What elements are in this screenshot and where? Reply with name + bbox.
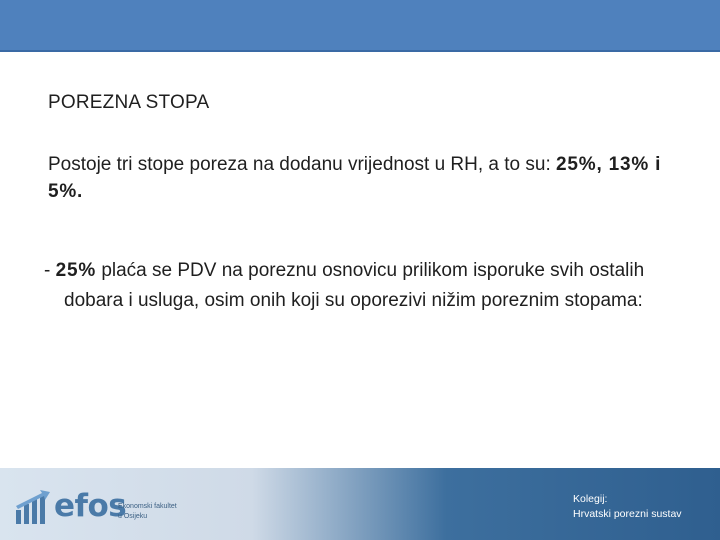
course-name: Hrvatski porezni sustav [573,508,682,520]
course-info [573,492,682,522]
header-band [0,0,720,52]
logo-subtitle [118,502,198,522]
rates-text: 25%, 13% i 5%. [48,154,662,202]
logo-subtitle-line2: u Osijeku [118,513,148,520]
efos-logo [14,488,214,528]
slide-title: POREZNA STOPA [48,92,210,113]
bullet-prefix: - [44,260,56,281]
logo-subtitle-line1: Ekonomski fakultet [118,503,177,510]
logo-bars-icon [14,490,58,526]
intro-text: Postoje tri stope poreza na dodanu vrijednost u RH, a to su: [48,154,557,175]
bullet-rate: 25% [55,260,97,281]
slide-content [44,92,688,316]
intro-paragraph [48,151,688,205]
course-label: Kolegij: [573,493,608,505]
bullet-text: plaća se PDV na poreznu osnovicu prilikom isporuke svih ostalih dobara i usluga, osim onih koji su oporezivi nižim poreznim stopama: [64,260,645,311]
logo-wordmark: efos [54,488,127,524]
bullet-item [44,256,688,316]
